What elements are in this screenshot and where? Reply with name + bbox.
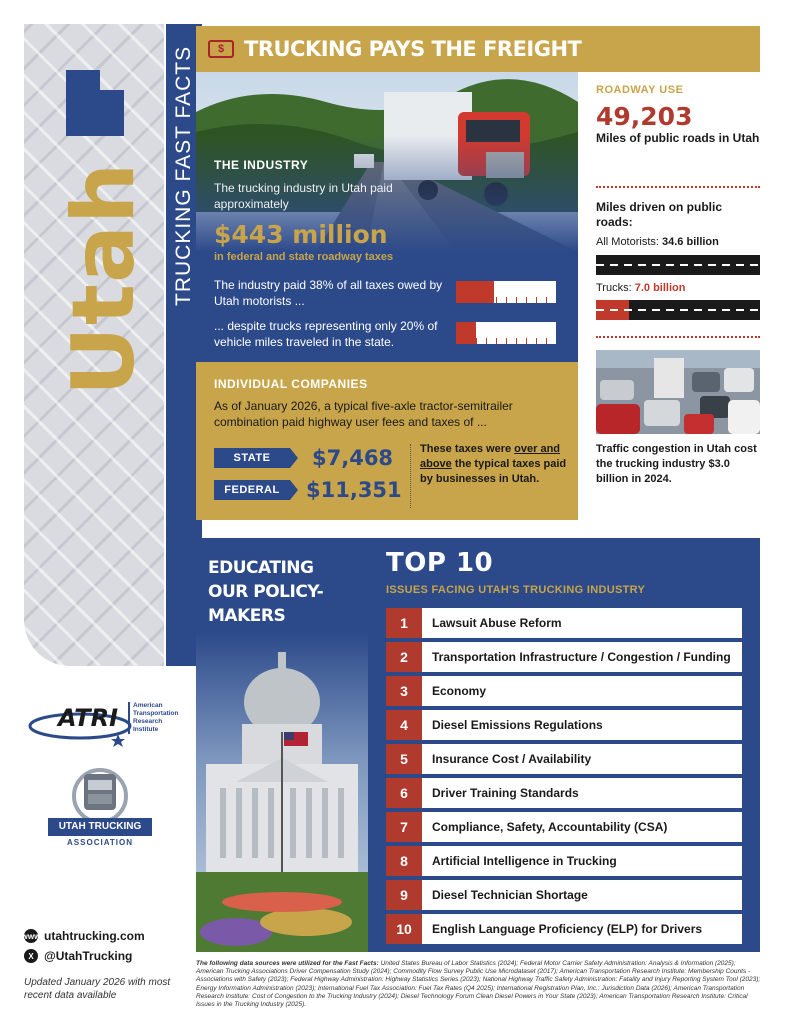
updated-note: Updated January 2026 with most recent data available <box>24 977 171 1001</box>
issue-label: Lawsuit Abuse Reform <box>432 616 562 630</box>
atri-full-name: American Transportation Research Institute <box>128 702 179 734</box>
tax-share-row <box>214 277 564 309</box>
state-amount: $7,468 <box>312 446 394 470</box>
issue-row <box>386 812 742 842</box>
issue-row <box>386 846 742 876</box>
issue-label: Economy <box>432 684 487 698</box>
issue-number: 5 <box>386 744 422 774</box>
industry-amount: $443 million <box>214 220 388 249</box>
issue-number: 2 <box>386 642 422 672</box>
top10-subtitle: ISSUES FACING UTAH'S TRUCKING INDUSTRY <box>386 584 646 596</box>
divider <box>410 444 411 508</box>
truck-front-icon <box>48 766 152 818</box>
roadway-use <box>596 84 760 146</box>
individual-label: INDIVIDUAL COMPANIES <box>214 377 368 391</box>
dotted-divider <box>596 336 760 338</box>
issue-label: Compliance, Safety, Accountability (CSA) <box>432 820 668 834</box>
uta-association: ASSOCIATION <box>67 838 133 847</box>
issue-label: Diesel Technician Shortage <box>432 888 588 902</box>
state-tag: STATE <box>214 448 290 468</box>
issue-row <box>386 676 742 706</box>
issue-number: 3 <box>386 676 422 706</box>
industry-amount-sub: in federal and state roadway taxes <box>214 251 394 263</box>
header-band <box>196 26 760 72</box>
utah-state-shape-icon <box>60 68 130 138</box>
header-title: TRUCKING PAYS THE FREIGHT <box>244 37 582 61</box>
policy-title: EDUCATING OUR POLICY- MAKERS <box>208 558 324 626</box>
tax-share-text: The industry paid 38% of all taxes owed by Utah motorists ... <box>214 278 443 308</box>
social-link[interactable]: X @UtahTrucking <box>24 948 184 964</box>
federal-amount: $11,351 <box>306 478 402 502</box>
money-icon: $ <box>208 40 234 58</box>
issue-number: 4 <box>386 710 422 740</box>
dotted-divider <box>596 186 760 188</box>
issue-number: 1 <box>386 608 422 638</box>
issue-label: Insurance Cost / Availability <box>432 752 592 766</box>
x-logo-icon: X <box>24 949 38 963</box>
roadway-miles-value: 49,203 <box>596 102 693 131</box>
website-link[interactable]: www utahtrucking.com <box>21 929 145 943</box>
sources-footnote: The following data sources were utilized for the Fast Facts: United States Bureau of Labor Statistics (2024); Federal Motor Carrier Safety Administration: Analysis & Information (2025); American Trucking Associations Driver Compensation Study (2024); Commodity Flow Survey Public Use Microdataset (2017); American Transportation Research Institute: Membership Counts - Associations with Safety (2023); Federal Highway Administration: Highway Statistics Series (2023); National Highway Traffic Safety Administration: Fatality and Injury Reporting System Tool (2023); Energy Information Administration (2023); International Fuel Tax Association: Fuel Tax Rates (Q4 2025); International Registration Plan, Inc.: Jurisdiction Data (2026); American Transportation Research Institute: Cost of Congestion to the Trucking Industry (2024); Diesel Technology Forum Clean Diesel Powers in Your State (2023); American Transportation Research Institute: Critical Issues in the Trucking Industry (2025). <box>196 960 761 1009</box>
issue-number: 8 <box>386 846 422 876</box>
issue-row <box>386 608 742 638</box>
issue-row <box>386 880 742 910</box>
roadway-miles-desc: Miles of public roads in Utah <box>596 131 760 145</box>
issue-row <box>386 642 742 672</box>
vmt-bar <box>456 322 556 344</box>
web-icon: www <box>24 929 38 943</box>
issue-label: Diesel Emissions Regulations <box>432 718 603 732</box>
issue-label: Artificial Intelligence in Trucking <box>432 854 617 868</box>
industry-panel <box>196 72 578 362</box>
issue-label: Transportation Infrastructure / Congestion / Funding <box>432 650 731 664</box>
industry-text <box>214 158 454 263</box>
top10-title: TOP 10 <box>386 548 494 578</box>
capitol-building-photo <box>196 632 368 952</box>
issue-number: 10 <box>386 914 422 944</box>
issue-row <box>386 914 742 944</box>
fast-facts-title: TRUCKING FAST FACTS <box>172 45 195 306</box>
tax-share-bar <box>456 281 556 303</box>
issue-row <box>386 710 742 740</box>
trucks-bar <box>596 300 760 320</box>
all-motorists-line: All Motorists: 34.6 billion <box>596 236 719 248</box>
sidebar <box>24 24 195 666</box>
individual-companies-panel <box>196 362 578 520</box>
policy-panel <box>196 538 368 952</box>
uta-name: UTAH TRUCKING <box>48 818 152 836</box>
issue-row <box>386 778 742 808</box>
individual-note: These taxes were over and above the typical taxes paid by businesses in Utah. <box>420 443 567 485</box>
state-tax-row <box>214 446 393 470</box>
issue-number: 6 <box>386 778 422 808</box>
issue-label: Driver Training Standards <box>432 786 579 800</box>
issue-number: 9 <box>386 880 422 910</box>
industry-label: THE INDUSTRY <box>214 158 309 172</box>
miles-driven-label: Miles driven on public roads: <box>596 200 723 229</box>
issue-label: English Language Proficiency (ELP) for Drivers <box>432 922 703 936</box>
vmt-row <box>214 318 564 350</box>
issue-row <box>386 744 742 774</box>
vmt-text: ... despite trucks representing only 20% of vehicle miles traveled in the state. <box>214 319 438 349</box>
all-motorists-bar <box>596 255 760 275</box>
individual-body: As of January 2026, a typical five-axle tractor-semitrailer combination paid highway user fees and taxes of ... <box>214 399 513 429</box>
industry-body: The trucking industry in Utah paid approximately <box>214 181 393 211</box>
contact-info <box>21 928 184 968</box>
state-name: Utah <box>54 161 154 396</box>
atri-logo <box>28 700 178 750</box>
federal-tag: FEDERAL <box>214 480 290 500</box>
issue-number: 7 <box>386 812 422 842</box>
atri-acronym: ATRI <box>58 704 119 732</box>
trucks-line: Trucks: 7.0 billion <box>596 282 686 294</box>
traffic-congestion-photo <box>596 350 760 434</box>
uta-logo <box>48 766 152 848</box>
congestion-text: Traffic congestion in Utah cost the trucking industry $3.0 billion in 2024. <box>596 443 757 485</box>
roadway-label: ROADWAY USE <box>596 84 684 96</box>
federal-tax-row <box>214 478 402 502</box>
